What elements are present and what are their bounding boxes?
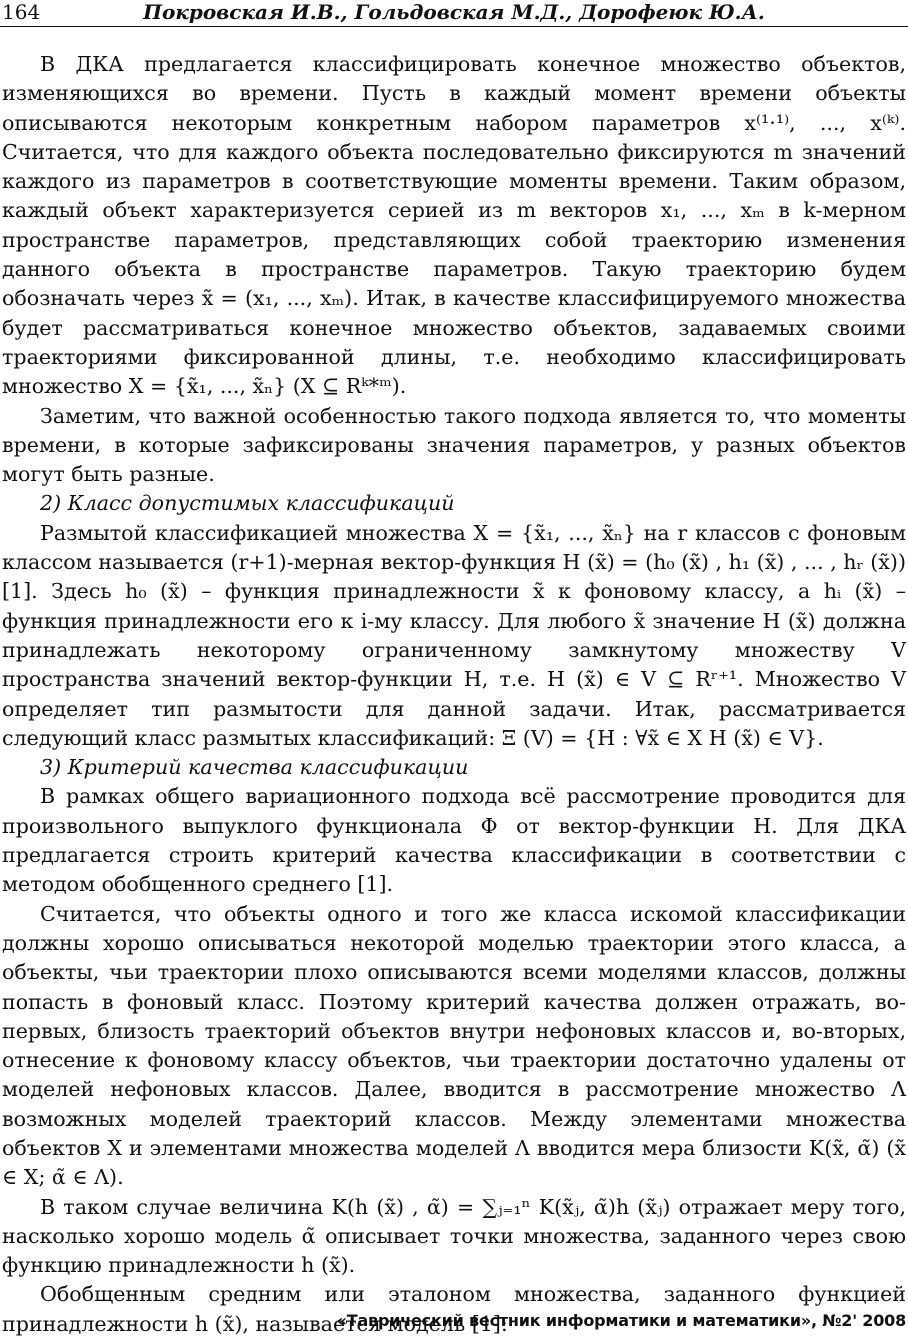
paragraph-models: Считается, что объекты одного и того же класса искомой классификации должны хорошо описываться некоторой моделью траектории этого класса, а объекты, чьи траектории плохо описываются всеми моделями классов, должны попасть в фоновый класс. Поэтому критерий качества должен отражать, во-первых, близость траекторий объектов внутри нефоновых классов и, во-вторых, отнесение к фоновому классу объектов, чьи траектории достаточно удалены от моделей нефоновых классов. Далее, вводится в рассмотрение множество Λ возможных моделей траекторий классов. Между элементами множества объектов X и элементами множества моделей Λ вводится мера близости K(x̃, α̃) (x̃ ∈ X; α̃ ∈ Λ). [2,901,906,1190]
paragraph-generalized-mean: Обобщенным средним или эталоном множества, заданного функцией принадлежности h (x̃), называется модель [1]: [2,1282,906,1336]
paragraph-variational-approach: В рамках общего вариационного подхода всё рассмотрение проводится для произвольного выпуклого функционала Φ от вектор-функции H. Для ДКА предлагается строить критерий качества классификации в соответствии с методом обобщенного среднего [1]. [2,784,906,897]
page-number: 164 [2,0,41,24]
paragraph-dka-intro: В ДКА предлагается классифицировать конечное множество объектов, изменяющихся во времени. Пусть в каждый момент времени объекты описываются некоторым конкретным набором параметров x⁽¹·¹⁾, ..., x⁽ᵏ⁾. Считается, что для каждого объекта последовательно фиксируются m значений каждого из параметров в соответствующие моменты времени. Таким образом, каждый объект характеризуется серией из m векторов x₁, ..., xₘ в k-мерном пространстве параметров, представляющих собой траекторию изменения данного объекта в пространстве параметров. Такую траекторию будем обозначать через x̃ = (x₁, ..., xₘ). Итак, в качестве классифицируемого множества будет рассматриваться конечное множество объектов, задаваемых своими траекториями фиксированной длины, т.е. необходимо классифицировать множество X = {x̃₁, ..., x̃ₙ} (X ⊆ Rᵏ*ᵐ). [2,52,906,399]
running-head-authors: Покровская И.В., Гольдовская М.Д., Дорофеюк Ю.А. [143,0,765,24]
journal-footer: «Таврический вестник информатики и математики», №2' 2008 [336,1311,906,1330]
paragraph-time-note: Заметим, что важной особенностью такого подхода является то, что моменты времени, в которые зафиксированы значения параметров, у разных объектов могут быть разные. [2,403,906,487]
section-heading-classes: 2) Класс допустимых классификаций [40,491,455,516]
paragraph-fuzzy-classification: Размытой классификацией множества X = {x̃₁, ..., x̃ₙ} на r классов с фоновым классом называется (r+1)-мерная вектор-функция H (x̃) = (h₀ (x̃) , h₁ (x̃) , ... , hᵣ (x̃)) [1]. Здесь h₀ (x̃) – функция принадлежности x̃ к фоновому классу, а hᵢ (x̃) – функция принадлежности его к i-му классу. Для любого x̃ значение H (x̃) должна принадлежать некоторому ограниченному замкнутому множеству V пространства значений вектор-функции H, т.е. H (x̃) ∈ V ⊆ Rʳ⁺¹. Множество V определяет тип размытости для данной задачи. Итак, рассматривается следующий класс размытых классификаций: Ξ (V) = {H : ∀x̃ ∈ X H (x̃) ∈ V}. [2,520,906,750]
article-body [2,50,906,1339]
page-header [0,0,908,27]
section-heading-criterion: 3) Критерий качества классификации [40,755,469,780]
paragraph-sum-measure: В таком случае величина K(h (x̃) , α̃) = ∑ⱼ₌₁ⁿ K(x̃ⱼ, α̃)h (x̃ⱼ) отражает меру того, насколько хорошо модель α̃ описывает точки множества, заданного через свою функцию принадлежности h (x̃). [2,1194,906,1278]
